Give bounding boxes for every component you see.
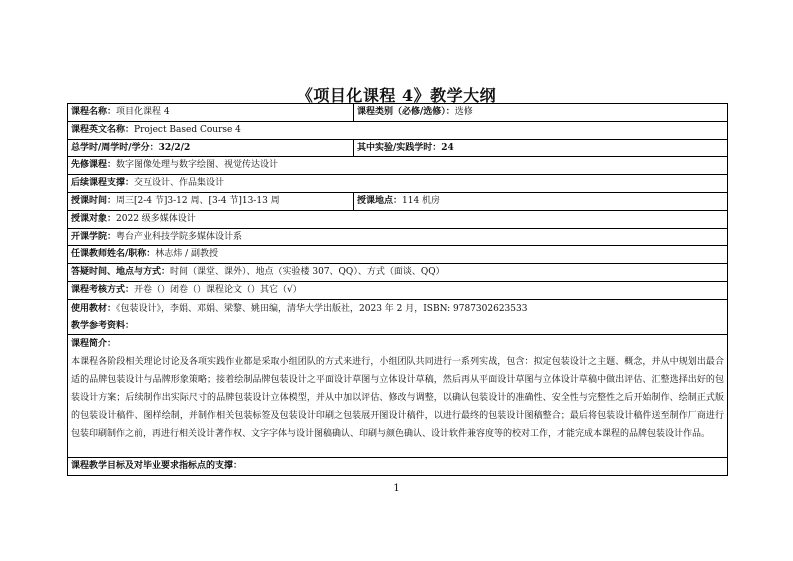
value: 交互设计、作品集设计 [134,178,225,189]
row-name-type [68,104,727,122]
value: 数字图像处理与数字绘图、视觉传达设计 [116,160,279,171]
label: 课程名称： [71,107,117,117]
label: 总学时/周学时/学分： [71,142,159,153]
page-number: 1 [393,483,400,494]
reference-label: 教学参考资料： [71,320,135,331]
course-name-cell [68,104,354,121]
value: 项目化课程 4 [116,107,170,117]
row-objectives [68,458,727,476]
label: 使用教材： [71,303,117,314]
value: 林志炜 / 副教授 [155,249,219,260]
label: 先修课程： [71,160,117,171]
row-prereq [68,157,727,175]
row-hours [68,140,727,158]
label: 开课学院： [71,231,117,242]
row-intro [68,335,727,458]
label: 授课地点： [357,195,403,206]
row-english [68,122,727,140]
course-type-cell [354,104,473,121]
label: 其中实验/实践学时： [357,142,442,153]
value: 114 机房 [402,195,441,206]
intro-text: 本课程各阶段相关理论讨论及各项实践作业都是采取小组团队的方式来进行，小组团队共同进行一系列实战，包含：拟定包装设计之主题、概念，并从中规划出最合适的品牌包装设计与品牌形象策略；接着绘制品牌包装设计之平面设计草图与立体设计草稿，然后再从平面设计草图与立体设计草稿中做出评估、汇整选择出好的包装设计方案；后续制作出实际尺寸的品牌包装设计立体模型，并从中加以评估、修改与调整，以确认包装设计的准确性、安全性与完整性之后开始制作、绘制正式版的包装设计稿件、图样绘制，并制作相关包装标签及包装设计印刷之包装展开图设计稿件，以进行最终的包装设计图稿整合；最后将包装设计稿件送至制作厂商进行包装印刷制作之前，再进行相关设计著作权、文字字体与设计图稿确认、印刷与颜色确认、设计软件兼容度等的校对工作，才能完成本课程的品牌包装设计作品。 [71,357,724,440]
label: 后续课程支撑： [71,178,135,189]
intro-label: 课程简介： [71,339,117,350]
label: 课程考核方式： [71,284,135,295]
label: 授课时间： [71,195,117,206]
value: 时间（课堂、课外）、地点（实验楼 307、QQ）、方式（面谈、QQ） [170,267,445,278]
value: 选修 [454,107,473,117]
label: 授课对象： [71,213,117,224]
label: 课程英文名称： [71,124,135,135]
value: 粤台产业科技学院多媒体设计系 [116,231,243,242]
row-textbook [68,300,727,336]
row-school [68,229,727,247]
row-teacher [68,246,727,264]
row-target [68,211,727,229]
row-followup [68,175,727,193]
value: Project Based Course 4 [134,124,241,135]
label: 任课教师姓名/职称： [71,249,156,260]
row-time-place [68,193,727,211]
document-title: 《项目化课程 4》教学大纲 [296,86,497,105]
row-qa [68,264,727,282]
value: 2022 级多媒体设计 [116,213,196,224]
row-exam [68,282,727,300]
value: 开卷（）闭卷（）课程论文（）其它（√） [134,284,302,295]
value: 《包装设计》，李娟、邓娟、梁黎、姚田编，清华大学出版社，2023 年 2 月，ISBN: 9787302623533 [116,303,528,314]
value: 24 [441,142,454,153]
label: 答疑时间、地点与方式： [71,267,171,278]
value: 32/2/2 [158,142,191,153]
syllabus-table [67,103,728,476]
objectives-label: 课程教学目标及对毕业要求指标点的支撑： [71,461,243,472]
label: 课程类别（必修/选修）： [357,107,455,117]
value: 周三[2-4 节]3-12 周、[3-4 节]13-13 周 [116,195,280,206]
